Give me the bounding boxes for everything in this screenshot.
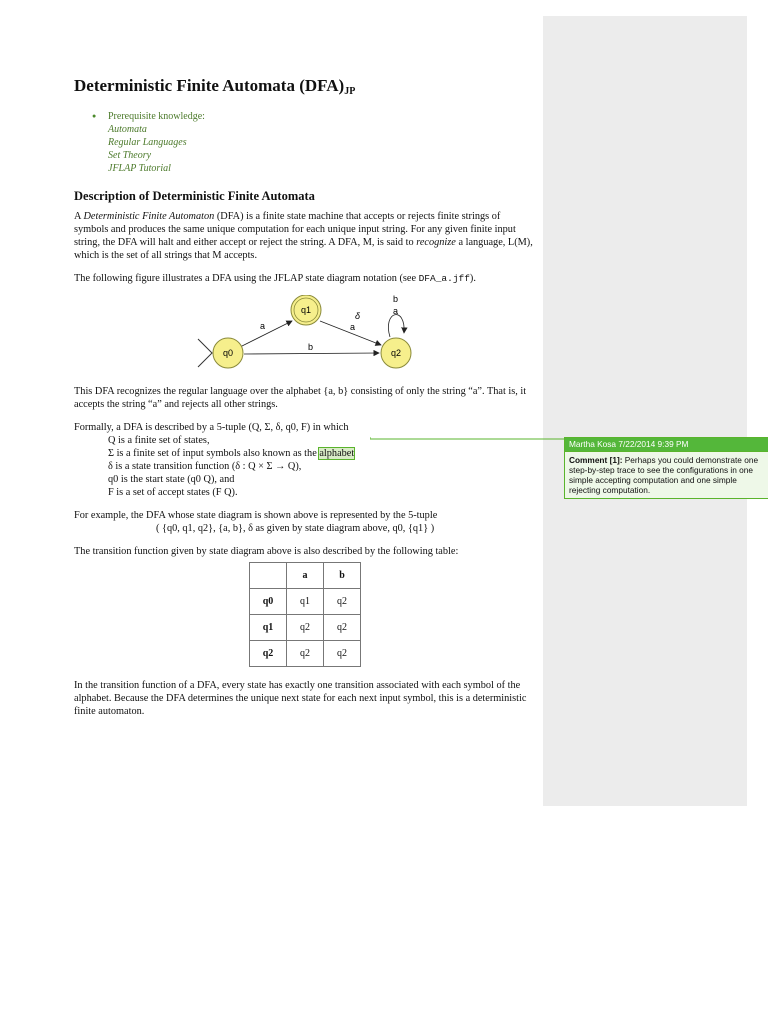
- start-arrow-icon: [198, 339, 212, 367]
- svg-text:q1: q1: [300, 305, 312, 315]
- comment-label: Comment [1]:: [569, 455, 623, 465]
- table-cell: q2: [324, 615, 361, 641]
- svg-text:q2: q2: [390, 348, 402, 358]
- table-header-cell: a: [287, 563, 324, 589]
- comment-body: [564, 451, 768, 499]
- link-jflap-tutorial[interactable]: JFLAP Tutorial: [108, 163, 171, 174]
- label-loop-a: a: [393, 306, 399, 316]
- table-row: [250, 641, 361, 667]
- edge-q0-q1: [240, 321, 292, 347]
- table-row-header: q0: [250, 589, 287, 615]
- comment-balloon[interactable]: [564, 437, 768, 499]
- prerequisite-list: [74, 110, 534, 175]
- self-loop-q2: [388, 315, 404, 337]
- comment-connector-line: [370, 437, 570, 449]
- label-q1-q2-a: a: [350, 322, 356, 332]
- state-q1: [291, 295, 321, 325]
- link-regular-languages[interactable]: Regular Languages: [108, 137, 187, 148]
- state-q0: [213, 338, 243, 368]
- paragraph-recognizes: This DFA recognizes the regular language over the alphabet {a, b} consisting of only the string “a”. That is, it accepts the string “a” and rejects all other strings.: [74, 386, 527, 410]
- comment-author-time: Martha Kosa 7/22/2014 9:39 PM: [564, 437, 768, 451]
- table-row-header: q1: [250, 615, 287, 641]
- link-set-theory[interactable]: Set Theory: [108, 150, 152, 161]
- table-cell: q2: [287, 615, 324, 641]
- formal-definition: [74, 421, 534, 499]
- file-name: DFA_a.jff: [418, 273, 470, 284]
- formal-intro: Formally, a DFA is described by a 5-tuple (Q, Σ, δ, q0, F) in which: [74, 422, 349, 433]
- label-q0-q1: a: [260, 321, 266, 331]
- tuple-line: ( {q0, q1, q2}, {a, b}, δ as given by state diagram above, q0, {q1} ): [156, 523, 435, 534]
- table-row: [250, 589, 361, 615]
- label-q0-q2: b: [308, 342, 314, 352]
- transition-table: [249, 562, 361, 667]
- table-cell: q1: [287, 589, 324, 615]
- edge-q0-q2: [244, 353, 379, 354]
- page-title: Deterministic Finite Automata $(DFA)_{JP}$: [74, 76, 356, 97]
- paragraph-table-intro: The transition function given by state diagram above is also described by the following table:: [74, 546, 459, 557]
- example-intro: For example, the DFA whose state diagram is shown above is represented by the 5-tuple: [74, 510, 438, 521]
- state-q2: [381, 338, 411, 368]
- document-body: [74, 76, 534, 728]
- prerequisite-item: [108, 110, 534, 175]
- paragraph-deterministic: In the transition function of a DFA, every state has exactly one transition associated with each symbol of the alphabet. Because the DFA determines the unique next state for each next input symbol, this is a deterministic finite automaton.: [74, 680, 527, 717]
- table-row-header: q2: [250, 641, 287, 667]
- svg-text:q0: q0: [222, 348, 234, 358]
- table-header-cell: b: [324, 563, 361, 589]
- prerequisite-heading: Prerequisite knowledge:: [108, 111, 205, 122]
- comment-text: Perhaps you could demonstrate one step-by-step trace to see the configurations in one simple accepting computation and one simple rejecting computation.: [569, 455, 759, 495]
- example-tuple: [74, 509, 534, 535]
- label-q1-q2-delta: δ: [355, 311, 361, 321]
- def-alphabet: Σ is a finite set of input symbols also known as the alphabet: [108, 448, 355, 459]
- title-subscript: JP: [344, 86, 356, 97]
- highlighted-term-alphabet[interactable]: alphabet: [319, 448, 355, 459]
- paragraph-definition: A Deterministic Finite Automaton (DFA) is a finite state machine that accepts or rejects finite strings of symbols and produces the same unique computation for each unique input string. For any given finite input string, the DFA will halt and either accept or reject the string. A DFA, M, is said to recognize a language, L(M), which is the set of all strings that M accepts.: [74, 211, 533, 261]
- section-heading: Description of Deterministic Finite Automata: [74, 189, 315, 203]
- table-header-row: [250, 563, 361, 589]
- paragraph-figure-intro: The following figure illustrates a DFA using the JFLAP state diagram notation (see DFA_a.jff).: [74, 273, 476, 284]
- dfa-state-diagram: [74, 295, 534, 377]
- def-start-state: q0 is the start state (q0 Q), and: [108, 474, 235, 485]
- table-cell: q2: [324, 589, 361, 615]
- def-accept-states: F is a set of accept states (F Q).: [108, 487, 238, 498]
- table-cell: q2: [287, 641, 324, 667]
- table-header-cell: [250, 563, 287, 589]
- comment-margin-pane: [543, 16, 747, 806]
- table-row: [250, 615, 361, 641]
- table-cell: q2: [324, 641, 361, 667]
- def-states: Q is a finite set of states,: [108, 435, 210, 446]
- def-transition: δ is a state transition function (δ : Q × Σ → Q),: [108, 461, 302, 472]
- label-loop-b: b: [393, 295, 399, 304]
- link-automata[interactable]: Automata: [108, 124, 147, 135]
